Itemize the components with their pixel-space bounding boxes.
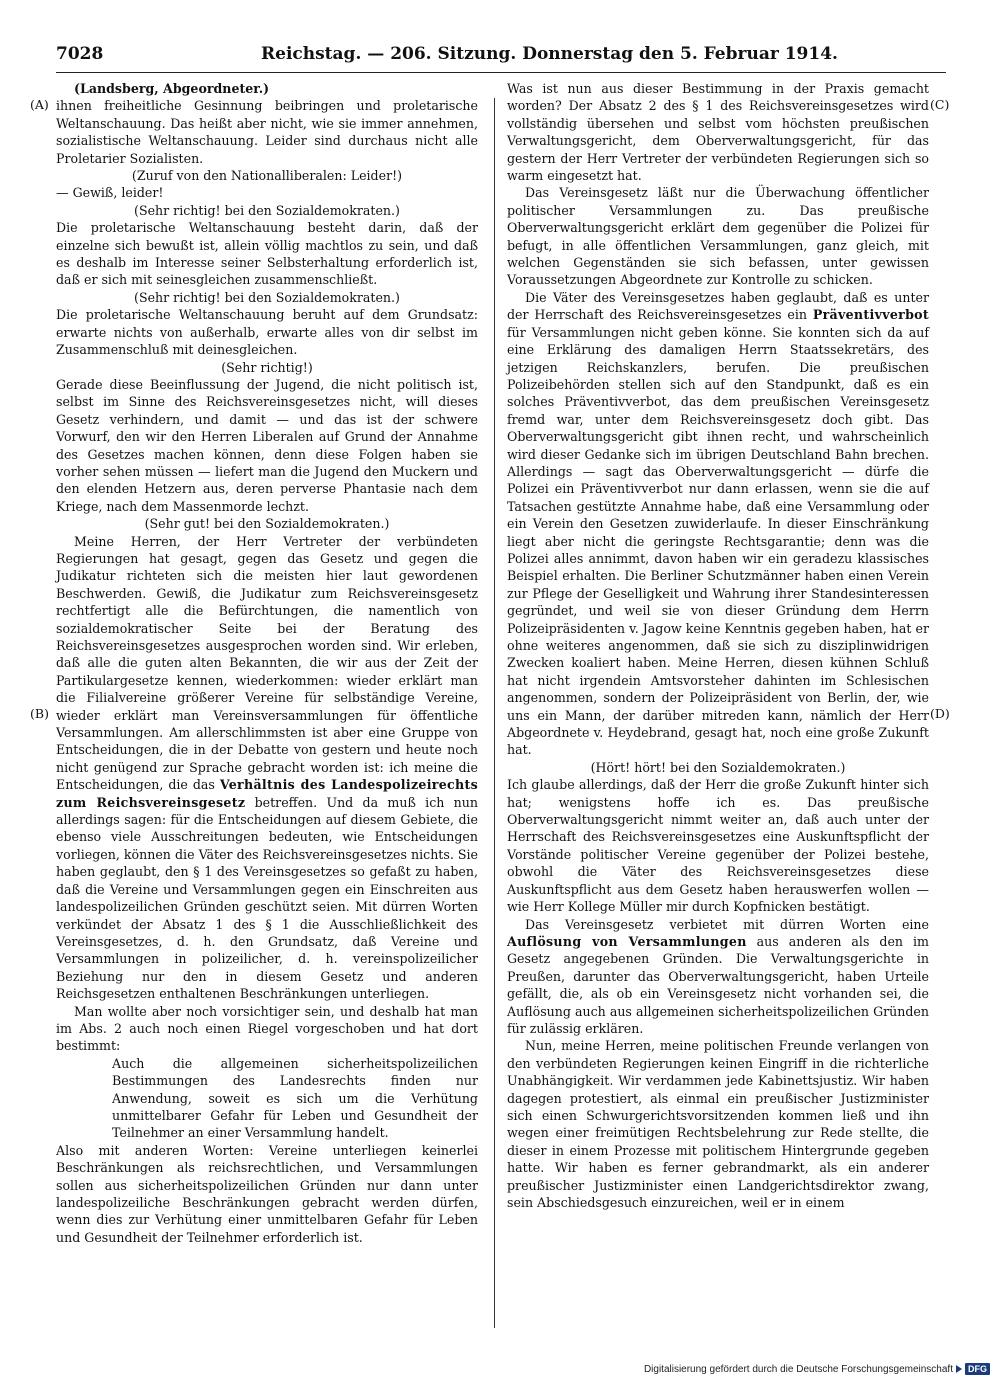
interjection: (Sehr richtig!) bbox=[221, 359, 313, 375]
interjection: (Sehr richtig! bei den Sozialdemokraten.) bbox=[134, 202, 400, 218]
speaker-label: (Landsberg, Abgeordneter.) bbox=[74, 81, 270, 96]
right-column bbox=[507, 80, 929, 1211]
header-rule bbox=[56, 72, 946, 73]
margin-marker-d: (D) bbox=[930, 706, 950, 721]
emphasis: Auflösung von Versammlungen bbox=[507, 933, 747, 949]
text-run: betreffen. Und da muß ich nun allerdings sagen: für die Entscheidungen auf diesem Gebiete, die ebenso viele Ausschreitungen bedeuten, wie Entscheidungen vorliegen, können die Väter des Reichsvereinsgesetzes nichts. Sie haben geglaubt, den § 1 des Vereinsgesetzes so gefaßt zu haben, daß die Vereine und Versammlungen gegen ein Einschreiten aus landespolizeilichen Gründen geschützt seien. Mit dürren Worten verkündet der Absatz 1 des § 1 die Ausschließlichkeit des Vereinsgesetzes, d. h. den Grundsatz, daß Vereine und Versammlungen in polizeilicher, d. h. vereinspolizeilicher Beziehung nur den in diesem Gesetz und anderen Reichsgesetzen enthaltenen Beschränkungen unterliegen. bbox=[56, 794, 478, 1002]
paragraph bbox=[507, 289, 929, 759]
paragraph: Also mit anderen Worten: Vereine unterliegen keinerlei Beschränkungen als reichsrechtlichen, und Versammlungen sollen aus sicherheitspolizeilichen Gründen nur dann unter landespolizeiliche Beschränkungen gebracht werden dürfen, wenn dies zur Verhütung einer unmittelbaren Gefahr für Leben und Gesundheit der Teilnehmer erforderlich ist. bbox=[56, 1142, 478, 1245]
margin-marker-b: (B) bbox=[30, 706, 49, 721]
page-number: 7028 bbox=[56, 44, 104, 64]
paragraph bbox=[507, 916, 929, 1038]
dfg-logo: DFG bbox=[965, 1363, 990, 1375]
text-run: für Versammlungen nicht geben könne. Sie konnten sich da auf eine Erklärung des damaligen Herrn Staatssekretärs, des jetzigen Reichskanzlers, berufen. Die preußischen Polizeibehörden stellen sich auf den Standpunkt, daß es ein solches Präventivverbot, das dem preußischen Vereinsgesetz fremd war, unter dem Reichsvereinsgesetz doch gibt. Das Oberverwaltungsgericht gibt ihnen recht, und wahrscheinlich wird dieser Gedanke sich im übrigen Deutschland Bahn brechen. Allerdings — sagt das Oberverwaltungsgericht — dürfe die Polizei ein Präventivverbot nur dann erlassen, wenn sie die auf Tatsachen gestützte Annahme habe, daß eine Versammlung oder ein Verein den Gesetzen zuwiderlaufe. In dieser Einschränkung liegt aber nicht die geringste Rechtsgarantie; denn was die Polizei alles annimmt, davon haben wir ein geradezu klassisches Beispiel erhalten. Die Berliner Schutzmänner haben einen Verein zur Pflege der Geselligkeit und Wahrung ihrer Standesinteressen gegründet, und weil sie von dieser Gründung dem Herrn Polizeipräsidenten v. Jagow keine Kenntnis gegeben haben, hat er ohne weiteres angenommen, daß sie sich zu disziplinwidrigen Zwecken koaliert haben. Meine Herren, diesen kühnen Schluß hat nicht irgendein Amtsvorsteher dahinten im Schlesischen angenommen, sondern der Polizeipräsident von Berlin, der, wie uns ein Mann, der darüber mitreden kann, nämlich der Herr Abgeordnete v. Heydebrand, gesagt hat, noch eine große Zukunft hat. bbox=[507, 324, 929, 758]
paragraph: Gerade diese Beeinflussung der Jugend, die nicht politisch ist, selbst im Sinne des Reichsvereinsgesetzes nicht, will dieses Gesetz verhindern, und damit — und das ist der schwere Vorwurf, den wir den Herren Liberalen auf Grund der Annahme des Gesetzes machen können, denn diese Folgen haben sie vorher sehen müssen — liefert man die Jugend den Muckern und den elenden Hetzern aus, deren perverse Phantasie nach dem Kriege, nach dem Massenmorde lechzt. bbox=[56, 376, 478, 514]
left-column bbox=[56, 80, 478, 1246]
column-divider bbox=[494, 98, 495, 1328]
paragraph: Was ist nun aus dieser Bestimmung in der Praxis gemacht worden? Der Absatz 2 des § 1 des Reichsvereinsgesetzes wird vollständig übersehen und selbst vom höchsten preußischen Verwaltungsgericht, dem Oberverwaltungsgericht, für das gestern der Herr Vertreter der verbündeten Regierungen sich so warm eingesetzt hat. bbox=[507, 81, 929, 184]
paragraph: Man wollte aber noch vorsichtiger sein, und deshalb hat man im Abs. 2 auch noch einen Riegel vorgeschoben und hat dort bestimmt: bbox=[56, 1003, 478, 1054]
paragraph: Das Vereinsgesetz läßt nur die Überwachung öffentlicher politischer Versammlungen zu. Das preußische Oberverwaltungsgericht erklärt dem gegenüber die Polizei für befugt, in alle öffentlichen Versammlungen, ganz gleich, mit welchen Gegenständen sie sich befassen, unter gewissen Voraussetzungen Abgeordnete zur Kontrolle zu schicken. bbox=[507, 185, 929, 288]
interjection: (Sehr gut! bei den Sozialdemokraten.) bbox=[144, 516, 390, 532]
quoted-statute: Auch die allgemeinen sicherheitspolizeilichen Bestimmungen des Landesrechts finden nur Anwendung, soweit es sich um die Verhütung unmittelbarer Gefahr für Leben und Gesundheit der Teilnehmer an einer Versammlung handelt. bbox=[112, 1055, 478, 1141]
page-header bbox=[56, 44, 946, 68]
interjection: (Sehr richtig! bei den Sozialdemokraten.) bbox=[134, 289, 400, 305]
paragraph bbox=[56, 533, 478, 1003]
paragraph: ihnen freiheitliche Gesinnung beibringen und proletarische Weltanschauung. Das heißt aber nicht, wie sie immer annehmen, sozialistische Weltanschauung. Leider sind durchaus nicht alle Proletarier Sozialisten. bbox=[56, 98, 478, 166]
margin-marker-c: (C) bbox=[930, 97, 950, 112]
running-title: Reichstag. — 206. Sitzung. Donnerstag den 5. Februar 1914. bbox=[261, 44, 838, 64]
margin-marker-a: (A) bbox=[30, 97, 49, 112]
interjection: (Hört! hört! bei den Sozialdemokraten.) bbox=[590, 759, 846, 775]
text-run: Das Vereinsgesetz verbietet mit dürren Worten eine bbox=[525, 916, 929, 932]
emphasis: Präventivverbot bbox=[812, 307, 929, 323]
digitization-footer bbox=[644, 1363, 990, 1375]
emphasis: Verhältnis des Landespolizeirechts zum Reichsvereinsgesetz bbox=[56, 777, 478, 810]
interjection: (Zuruf von den Nationalliberalen: Leider!) bbox=[131, 168, 403, 184]
paragraph: Die proletarische Weltanschauung beruht auf dem Grundsatz: erwarte nichts von außerhalb, erwarte alles von dir selbst im Zusammenschluß mit deinesgleichen. bbox=[56, 307, 478, 358]
paragraph: Die proletarische Weltanschauung besteht darin, daß der einzelne sich bewußt ist, allein völlig machtlos zu sein, und daß es deshalb im Interesse seiner Selbsterhaltung erforderlich ist, daß er sich mit seinesgleichen zusammenschließt. bbox=[56, 220, 478, 288]
text-run: Meine Herren, der Herr Vertreter der verbündeten Regierungen hat gesagt, gegen das Gesetz und gegen die Judikatur richteten sich die meisten hier laut gewordenen Beschwerden. Gewiß, die Judikatur zum Reichsvereinsgesetz rechtfertigt alle die Befürchtungen, die namentlich von sozialdemokratischer Seite bei der Beratung des Reichsvereinsgesetzes ausgesprochen worden sind. Wir erleben, daß alle die guten alten Bekannten, die wir aus der Zeit der Partikulargesetze kennen, wiederkommen: wieder erklärt man die Filialvereine größerer Vereine für selbständige Vereine, wieder erklärt man Vereinsversammlungen für öffentliche Versammlungen. Am allerschlimmsten ist aber eine Gruppe von Entscheidungen, die in der Debatte von gestern und heute noch nicht genügend zur Sprache gebracht worden ist: ich meine die Entscheidungen, die das bbox=[56, 533, 478, 793]
text-run: aus anderen als den im Gesetz angegebenen Gründen. Die Verwaltungsgerichte in Preußen, darunter das Oberverwaltungsgericht, haben Urteile gefällt, die, als ob ein Vereinsgesetz nicht vorhanden sei, die Auflösung auch aus allgemeinen sicherheitspolizeilichen Gründen für zulässig erklären. bbox=[507, 933, 929, 1036]
paragraph: — Gewiß, leider! bbox=[56, 185, 164, 201]
arrow-icon bbox=[956, 1365, 962, 1373]
paragraph: Ich glaube allerdings, daß der Herr die große Zukunft hinter sich hat; wenigstens hoffe ich es. Das preußische Oberverwaltungsgericht nimmt weiter an, daß auch unter der Herrschaft des Reichsvereinsgesetzes eine Auskunftspflicht der Vorstände politischer Vereine gegenüber der Polizei bestehe, obwohl die Väter des Reichsvereinsgesetzes diese Auskunftspflicht aus dem Gesetz haben herauswerfen wollen — wie Herr Kollege Müller mir durch Kopfnicken bestätigt. bbox=[507, 777, 929, 915]
footer-text: Digitalisierung gefördert durch die Deutsche Forschungsgemeinschaft bbox=[643, 1363, 953, 1375]
page bbox=[56, 44, 946, 1334]
text-run: Die Väter des Vereinsgesetzes haben geglaubt, daß es unter der Herrschaft des Reichsvereinsgesetzes ein bbox=[507, 289, 929, 323]
paragraph: Nun, meine Herren, meine politischen Freunde verlangen von den verbündeten Regierungen keinen Eingriff in die richterliche Unabhängigkeit. Wir verdammen jede Kabinettsjustiz. Wir haben dagegen protestiert, als einmal ein preußischer Justizminister sich einen Schwurgerichtsvorsitzenden kommen ließ und ihn wegen einer freimütigen Rechtsbelehrung zur Rede stellte, die dieser in einem Prozesse mit politischem Hintergrunde gegeben hatte. Wir haben es ferner gebrandmarkt, als ein anderer preußischer Justizminister einen Landgerichtsdirektor zwang, sein Abschiedsgesuch einzureichen, weil er in einem bbox=[507, 1038, 929, 1210]
